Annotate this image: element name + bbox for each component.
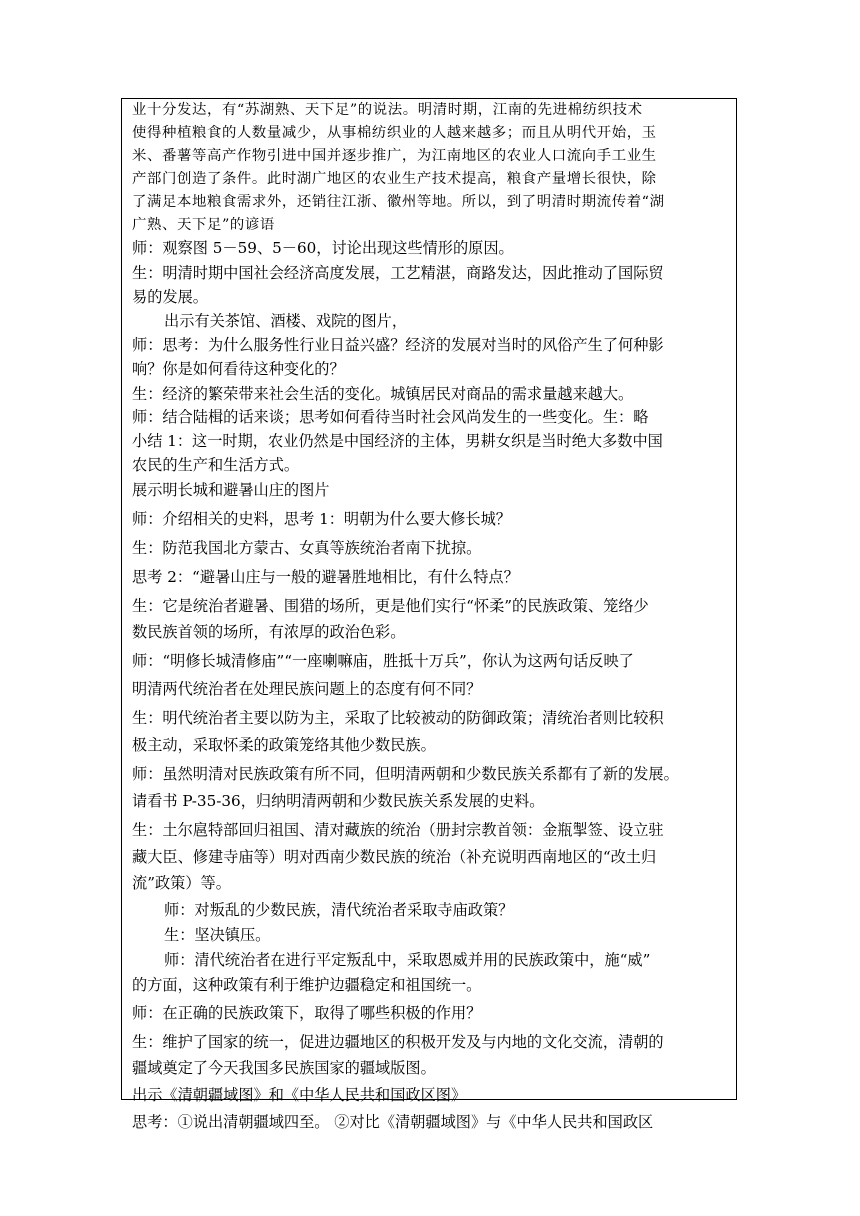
text-line: 数民族首领的场所，有浓厚的政治色彩。 [132, 623, 406, 641]
text-line: 师：“明修长城清修庙”“一座喇嘛庙，胜抵十万兵”，你认为这两句话反映了 [132, 652, 634, 670]
text-line: 师：结合陆楫的话来谈；思考如何看待当时社会风尚发生的一些变化。生：略 [132, 408, 649, 426]
text-line: 师：虽然明清对民族政策有所不同，但明清两朝和少数民族关系都有了新的发展。 [132, 765, 679, 783]
text-line: 师：清代统治者在进行平定叛乱中，采取恩威并用的民族政策中，施“威” [164, 951, 651, 969]
text-line: 生：坚决镇压。 [164, 926, 271, 944]
text-line: 响？你是如何看待这种变化的？ [132, 360, 345, 378]
text-line: 师：对叛乱的少数民族，清代统治者采取寺庙政策？ [164, 901, 514, 919]
text-line: 米、番薯等高产作物引进中国并逐步推广，为江南地区的农业人口流向手工业生 [132, 148, 657, 164]
text-line: 生：经济的繁荣带来社会生活的变化。城镇居民对商品的需求量越来越大。 [132, 385, 634, 403]
text-line: 生：明代统治者主要以防为主，采取了比较被动的防御政策；清统治者则比较积 [132, 709, 664, 727]
text-line: 生：它是统治者避暑、围猎的场所，更是他们实行“怀柔”的民族政策、笼络少 [132, 597, 649, 615]
text-line: 易的发展。 [132, 288, 208, 306]
text-line: 出示有关茶馆、酒楼、戏院的图片， [164, 312, 407, 330]
text-line: 业十分发达，有“苏湖熟、天下足”的说法。明清时期，江南的先进棉纺织技术 [132, 102, 643, 118]
text-line: 生：土尔扈特部回归祖国、清对藏族的统治（册封宗教首领：金瓶掣签、设立驻 [132, 821, 664, 839]
text-line: 思考 2：“避暑山庄与一般的避暑胜地相比，有什么特点？ [132, 568, 519, 586]
text-line: 了满足本地粮食需求外，还销往江浙、徽州等地。所以，到了明清时期流传着“湖 [132, 194, 665, 210]
text-line: 藏大臣、修建寺庙等）明对西南少数民族的统治（补充说明西南地区的“改土归 [132, 848, 657, 866]
text-line: 极主动，采取怀柔的政策笼络其他少数民族。 [132, 736, 436, 754]
text-line: 展示明长城和避暑山庄的图片 [132, 481, 330, 499]
text-line: 农民的生产和生活方式。 [132, 456, 300, 474]
lesson-table-cell [121, 98, 737, 1131]
text-line: 师：在正确的民族政策下，取得了哪些积极的作用？ [132, 1004, 482, 1022]
text-line: 生：维护了国家的统一，促进边疆地区的积极开发及与内地的文化交流，清朝的 [132, 1033, 664, 1051]
text-line: 师：介绍相关的史料，思考 1：明朝为什么要大修长城？ [132, 510, 511, 528]
text-line: 产部门创造了条件。此时湖广地区的农业生产技术提高，粮食产量增长很快，除 [132, 171, 657, 187]
text-line: 出示《清朝疆域图》和《中华人民共和国政区图》 [132, 1086, 467, 1104]
text-line: 思考：①说出清朝疆域四至。 ②对比《清朝疆域图》与《中华人民共和国政区 [132, 1113, 654, 1131]
text-line: 生：明清时期中国社会经济高度发展，工艺精湛，商路发达，因此推动了国际贸 [132, 264, 664, 282]
text-line: 师：观察图 5－59、5－60，讨论出现这些情形的原因。 [132, 239, 514, 257]
text-line: 小结 1：这一时期，农业仍然是中国经济的主体，男耕女织是当时绝大多数中国 [132, 432, 663, 450]
text-line: 明清两代统治者在处理民族问题上的态度有何不同？ [132, 680, 482, 698]
text-line: 使得种植粮食的人数量减少，从事棉纺织业的人越来越多；而且从明代开始，玉 [132, 125, 657, 141]
text-line: 广熟、天下足”的谚语 [132, 217, 275, 233]
text-line: 的方面，这种政策有利于维护边疆稳定和祖国统一。 [132, 976, 482, 994]
text-line: 流”政策）等。 [132, 874, 231, 892]
text-line: 疆域奠定了今天我国多民族国家的疆域版图。 [132, 1059, 436, 1077]
text-line: 师：思考：为什么服务性行业日益兴盛？经济的发展对当时的风俗产生了何种影 [132, 336, 664, 354]
text-line: 请看书 P-35-36，归纳明清两朝和少数民族关系发展的史料。 [132, 792, 545, 810]
text-line: 生：防范我国北方蒙古、女真等族统治者南下扰掠。 [132, 539, 482, 557]
